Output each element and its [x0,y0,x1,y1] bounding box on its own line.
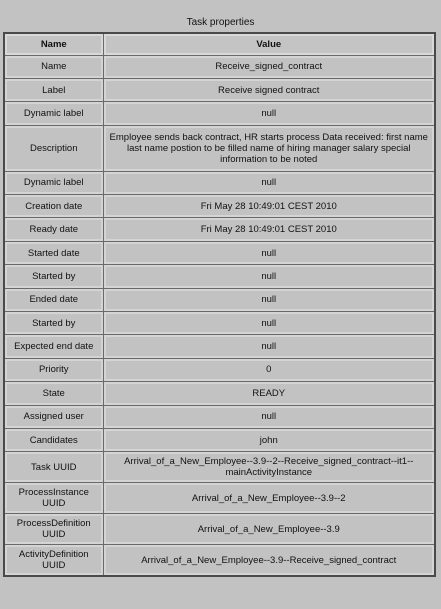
property-value: null [103,241,435,264]
table-row [4,78,435,101]
table-row [4,218,435,241]
property-value: READY [103,382,435,405]
panel-title: Task properties [186,17,255,28]
table-row [4,335,435,358]
property-value: Fri May 28 10:49:01 CEST 2010 [103,218,435,241]
table-row [4,195,435,218]
table-row [4,405,435,428]
table-header-row [4,33,435,55]
property-value: null [103,102,435,125]
property-value: john [103,428,435,451]
property-value: Arrival_of_a_New_Employee--3.9 [103,514,435,545]
property-value: Arrival_of_a_New_Employee--3.9--2 [103,483,435,514]
property-name: Task UUID [4,452,103,483]
property-name: Dynamic label [4,102,103,125]
property-name: ProcessDefinition UUID [4,514,103,545]
property-name: Label [4,78,103,101]
task-properties-table [3,32,436,577]
table-row [4,265,435,288]
property-name: Expected end date [4,335,103,358]
table-row [4,483,435,514]
property-name: Ended date [4,288,103,311]
column-header-name: Name [4,33,103,55]
property-name: State [4,382,103,405]
property-value: Receive signed contract [103,78,435,101]
table-row [4,514,435,545]
property-value: null [103,312,435,335]
table-row [4,241,435,264]
property-value: 0 [103,358,435,381]
property-name: Started by [4,265,103,288]
property-value: Employee sends back contract, HR starts process Data received: first name last name postion to be filled name of hiring manager salary special information to be noted [103,125,435,171]
property-name: Name [4,55,103,78]
property-name: Candidates [4,428,103,451]
property-name: Dynamic label [4,171,103,194]
property-value: null [103,335,435,358]
table-row [4,358,435,381]
table-row [4,312,435,335]
property-name: Started by [4,312,103,335]
table-row [4,171,435,194]
table-row [4,55,435,78]
property-value: Fri May 28 10:49:01 CEST 2010 [103,195,435,218]
property-name: Priority [4,358,103,381]
property-value: Arrival_of_a_New_Employee--3.9--2--Receive_signed_contract--it1--mainActivityInstance [103,452,435,483]
property-value: Arrival_of_a_New_Employee--3.9--Receive_signed_contract [103,545,435,576]
property-name: Ready date [4,218,103,241]
property-name: Creation date [4,195,103,218]
property-name: Assigned user [4,405,103,428]
property-value: null [103,405,435,428]
table-row [4,102,435,125]
table-row [4,452,435,483]
table-row [4,428,435,451]
table-row [4,288,435,311]
property-value: null [103,288,435,311]
property-name: Description [4,125,103,171]
property-name: ActivityDefinition UUID [4,545,103,576]
property-name: Started date [4,241,103,264]
property-value: Receive_signed_contract [103,55,435,78]
column-header-value: Value [103,33,435,55]
property-name: ProcessInstance UUID [4,483,103,514]
property-value: null [103,265,435,288]
table-row [4,545,435,576]
table-row [4,125,435,171]
table-row [4,382,435,405]
property-value: null [103,171,435,194]
